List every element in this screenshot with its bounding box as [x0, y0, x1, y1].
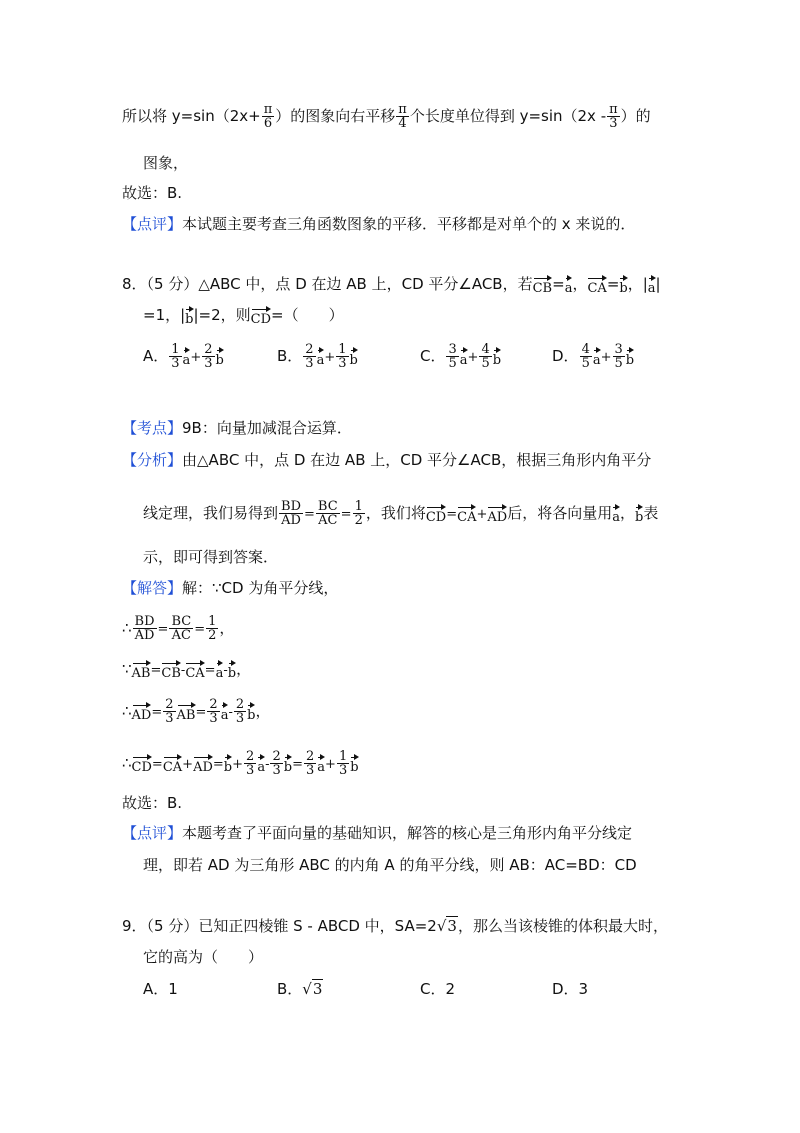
q9-option-b[interactable]: B．√3 — [277, 980, 323, 998]
q8-jieda: 【解答】解：∵CD 为角平分线， — [122, 579, 339, 597]
q8-review-line1: 【点评】本题考查了平面向量的基础知识，解答的核心是三角形内角平分线定 — [122, 824, 633, 842]
review-tag: 【点评】 — [122, 215, 183, 233]
sqrt-3: √3 — [436, 917, 457, 935]
q9-line2: 它的高为（ ） — [143, 948, 264, 966]
q8-step1: ∴ $\frac{BD}{AD}$ = $\frac{BC}{AC}$ = $\frac{1}{2}$ ， — [122, 614, 235, 643]
q8-choose: 故选：B. — [122, 794, 183, 812]
fraction-pi-3: $\frac{\pi}{3}$ — [609, 102, 618, 131]
q8-option-a[interactable]: A． $\frac{1}{3}$ a+ $\frac{2}{3}$ b — [143, 342, 224, 371]
q8-option-c[interactable]: C． $\frac{3}{5}$ a+ $\frac{4}{5}$ b — [420, 342, 502, 371]
q8-step4: ∴CD=CA+AD=b+ $\frac{2}{3}$ a- $\frac{2}{3}$ b= $\frac{2}{3}$ a+ $\frac{1}{3}$ b — [122, 749, 359, 778]
q8-step2: ∵AB=CB-CA=a-b， — [122, 660, 252, 681]
q8-fenxi-line3: 示，即可得到答案． — [143, 548, 279, 566]
fraction-pi-4: $\frac{\pi}{4}$ — [398, 102, 407, 131]
q8-option-b[interactable]: B． $\frac{2}{3}$ a+ $\frac{1}{3}$ b — [277, 342, 358, 371]
p7-choose: 故选：B. — [122, 184, 183, 202]
q8-fenxi-line2: 线定理，我们易得到 $\frac{BD}{AD}$ = $\frac{BC}{AC}$ = $\frac{1}{2}$ ，我们将CD=CA+AD后，将各向量用a，b表 — [143, 499, 659, 528]
q8-option-d[interactable]: D． $\frac{4}{5}$ a+ $\frac{3}{5}$ b — [552, 342, 635, 371]
q9-option-d[interactable]: D．3 — [552, 980, 589, 998]
p7-review: 【点评】本试题主要考查三角函数图象的平移．平移都是对单个的 x 来说的． — [122, 215, 636, 233]
q8-fenxi-line1: 【分析】由△ABC 中，点 D 在边 AB 上，CD 平分∠ACB，根据三角形内角平分 — [122, 451, 652, 469]
q8-line1: 8．（5 分）△ABC 中，点 D 在边 AB 上，CD 平分∠ACB，若CB=a，CA=b，|a| — [122, 275, 661, 296]
q8-kaodian: 【考点】9B：向量加减混合运算． — [122, 419, 352, 437]
q8-line2: =1，|b|=2，则CD=（ ） — [143, 306, 344, 327]
q9-line1: 9．（5 分）已知正四棱锥 S - ABCD 中，SA=2√3，那么当该棱锥的体积最大时， — [122, 917, 668, 935]
p7-line1: 所以将 y=sin（2x+ $\frac{\pi}{6}$ ）的图象向右平移 $\frac{\pi}{4}$ 个长度单位得到 y=sin（2x - $\frac{\pi}{3}$ ）的 — [122, 102, 651, 131]
q9-option-c[interactable]: C．2 — [420, 980, 456, 998]
q8-step3: ∴AD= $\frac{2}{3}$ AB= $\frac{2}{3}$ a- $\frac{2}{3}$ b， — [122, 697, 271, 726]
p7-line2: 图象， — [143, 154, 189, 172]
q8-review-line2: 理，即若 AD 为三角形 ABC 的内角 A 的角平分线，则 AB：AC=BD：CD — [143, 856, 637, 874]
fraction-pi-6: $\frac{\pi}{6}$ — [263, 102, 273, 131]
q9-option-a[interactable]: A．1 — [143, 980, 178, 998]
